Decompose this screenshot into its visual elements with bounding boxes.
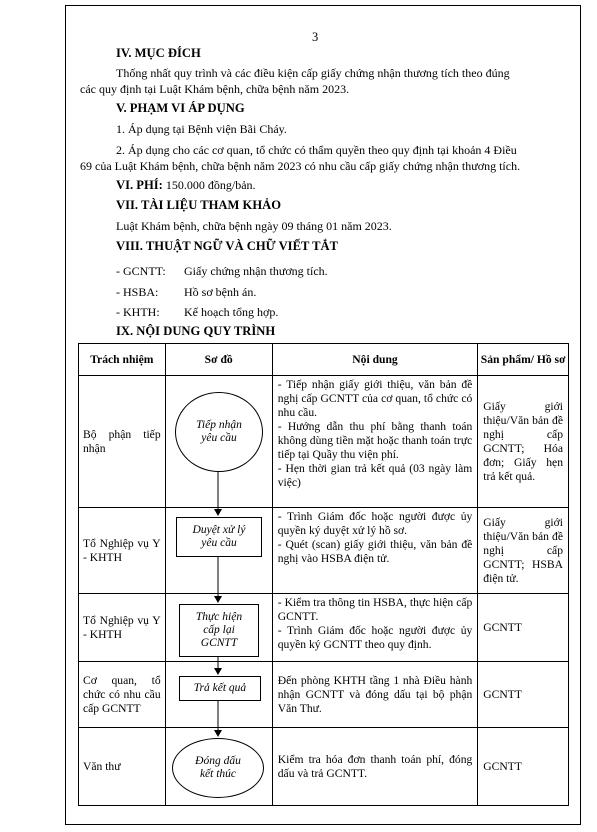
section-heading-fee: VI. PHÍ: — [116, 178, 163, 192]
content-line: - Tiếp nhận giấy giới thiệu, văn bản đề nghị cấp GCNTT của cơ quan, tổ chức có nhu cầu. — [277, 378, 473, 419]
responsible-text: Tổ Nghiệp vụ Y - KHTH — [83, 613, 161, 641]
section-heading-procedure: IX. NỘI DUNG QUY TRÌNH — [116, 324, 276, 338]
header-content: Nội dung — [272, 344, 478, 376]
product-text: GCNTT — [483, 687, 522, 701]
purpose-text-line1: Thống nhất quy trình và các điều kiện cấp giấy chứng nhận thương tích theo đúng — [116, 66, 510, 80]
scope-item2-line1: 2. Áp dụng cho các cơ quan, tổ chức có thẩm quyền theo quy định tại khoản 4 Điều — [116, 143, 517, 157]
flow-node-return-result — [179, 676, 261, 701]
product-text: GCNTT — [483, 759, 522, 773]
responsible-text: Tổ Nghiệp vụ Y - KHTH — [83, 536, 161, 564]
scope-item1: 1. Áp dụng tại Bệnh viện Bãi Cháy. — [116, 122, 287, 136]
section-heading-terms: VIII. THUẬT NGỮ VÀ CHỮ VIẾT TẮT — [116, 239, 338, 253]
content-line: - Quét (scan) giấy giới thiệu, văn bản đề nghị vào HSBA điện tử. — [277, 538, 473, 565]
responsible-text: Văn thư — [83, 759, 121, 773]
content-line: Đến phòng KHTH tầng 1 nhà Điều hành nhận GCNTT và đóng dấu tại bộ phận Văn Thư. — [277, 673, 473, 715]
flow-node-review — [176, 517, 262, 557]
product-text: Giấy giới thiệu/Văn bản đề nghị cấp GCNTT; Hóa đơn; Giấy hẹn trả kết quả. — [483, 399, 563, 483]
flow-node-receive — [175, 392, 263, 472]
term-abbr: - HSBA: — [116, 285, 159, 299]
content-line: - Kiểm tra thông tin HSBA, thực hiện cấp GCNTT. — [277, 596, 473, 623]
product-text: GCNTT — [483, 620, 522, 634]
fee-value: 150.000 đồng/bản. — [162, 178, 256, 192]
flow-node-issue — [179, 604, 259, 657]
flow-node-stamp-end — [172, 738, 264, 798]
content-line: - Hẹn thời gian trả kết quả (03 ngày làm việc) — [277, 462, 473, 489]
term-meaning: Kế hoạch tổng hợp. — [184, 305, 279, 319]
section-heading-references: VII. TÀI LIỆU THAM KHẢO — [116, 198, 282, 212]
content-line: Kiểm tra hóa đơn thanh toán phí, đóng dấu và trả GCNTT. — [277, 752, 473, 780]
term-abbr: - GCNTT: — [116, 264, 166, 278]
header-responsible: Trách nhiệm — [79, 344, 166, 376]
content-line: - Trình Giám đốc hoặc người được ủy quyền ký duyệt xử lý hồ sơ. — [277, 510, 473, 537]
page-number: 3 — [312, 30, 319, 44]
header-product: Sản phẩm/ Hồ sơ — [478, 344, 569, 376]
responsible-text: Cơ quan, tổ chức có nhu cầu cấp GCNTT — [83, 673, 161, 715]
content-line: - Hướng dẫn thu phí bằng thanh toán không dùng tiền mặt hoặc thanh toán trực tiếp tại Quầy thu viện phí. — [277, 420, 473, 461]
header-diagram: Sơ đồ — [165, 344, 272, 376]
term-meaning: Giấy chứng nhận thương tích. — [184, 264, 328, 278]
flow-node-label: Trả kết quả — [193, 682, 247, 694]
scope-item2-line2: 69 của Luật Khám bệnh, chữa bệnh năm 2023 có nhu cầu cấp giấy chứng nhận thương tích. — [80, 159, 521, 173]
term-meaning: Hồ sơ bệnh án. — [184, 285, 257, 299]
references-text: Luật Khám bệnh, chữa bệnh ngày 09 tháng 01 năm 2023. — [116, 219, 392, 233]
purpose-text-line2: các quy định tại Luật Khám bệnh, chữa bệnh năm 2023. — [80, 82, 350, 96]
product-text: Giấy giới thiệu/Văn bản đề nghị cấp GCNTT; HSBA điện tử. — [483, 515, 563, 585]
term-abbr: - KHTH: — [116, 305, 160, 319]
section-heading-purpose: IV. MỤC ĐÍCH — [116, 46, 201, 60]
section-heading-scope: V. PHẠM VI ÁP DỤNG — [116, 101, 245, 115]
flow-node-label: Duyệt xử lý yêu cầu — [192, 524, 246, 549]
content-line: - Trình Giám đốc hoặc người được ủy quyền ký GCNTT theo quy định. — [277, 624, 473, 651]
flow-node-label: Thực hiện cấp lại GCNTT — [195, 611, 243, 649]
responsible-text: Bộ phận tiếp nhận — [83, 427, 161, 455]
flow-node-label: Tiếp nhận yêu cầu — [196, 419, 242, 444]
flow-node-label: Đóng dấu kết thúc — [195, 755, 241, 780]
